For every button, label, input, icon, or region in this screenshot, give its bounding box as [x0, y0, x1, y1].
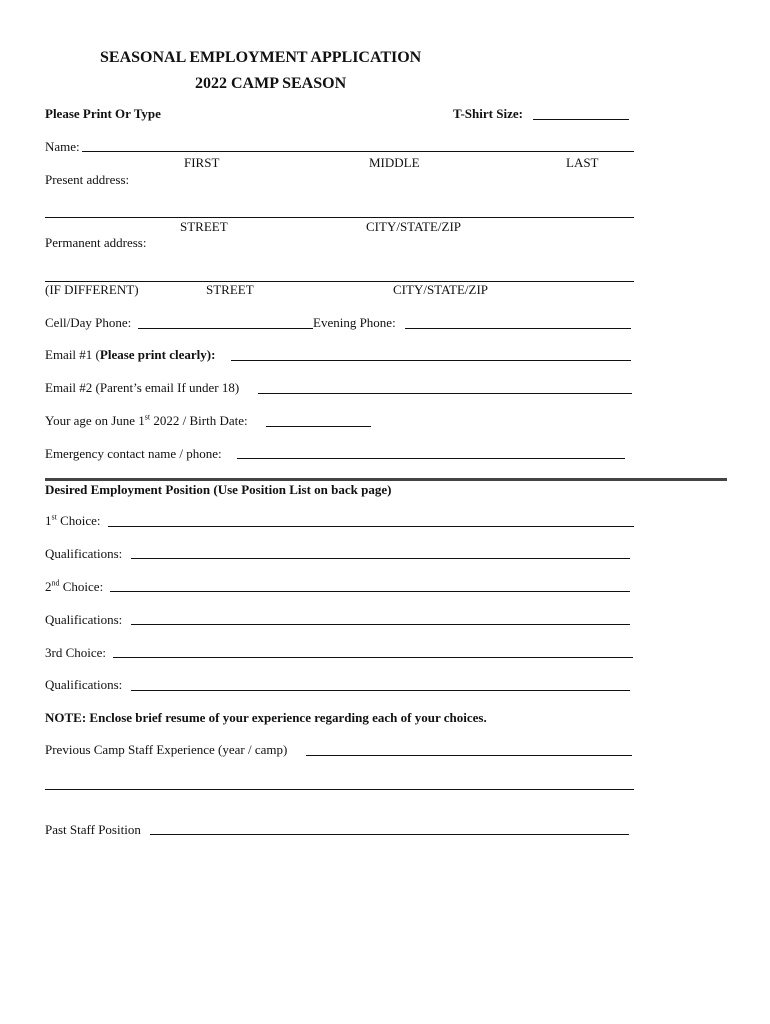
qualifications3-field[interactable]: [131, 690, 630, 691]
previous-experience-field-2[interactable]: [45, 789, 634, 790]
tshirt-size-field[interactable]: [533, 119, 629, 120]
previous-experience-field[interactable]: [306, 755, 632, 756]
email2-field[interactable]: [258, 393, 632, 394]
past-position-label: Past Staff Position: [45, 822, 141, 837]
choice1-label: 1st Choice:: [45, 512, 101, 528]
present-city-caption: CITY/STATE/ZIP: [366, 219, 462, 234]
evening-phone-field[interactable]: [405, 328, 631, 329]
emergency-contact-field[interactable]: [237, 458, 625, 459]
name-field[interactable]: [82, 151, 634, 152]
permanent-street-caption: STREET: [206, 282, 254, 297]
choice1-field[interactable]: [108, 526, 634, 527]
resume-note: NOTE: Enclose brief resume of your experience regarding each of your choices.: [45, 710, 487, 725]
permanent-city-caption: CITY/STATE/ZIP: [393, 282, 489, 297]
form-title: SEASONAL EMPLOYMENT APPLICATION: [100, 49, 422, 66]
email1-label: Email #1 (Please print clearly):: [45, 347, 216, 362]
choice3-field[interactable]: [113, 657, 633, 658]
previous-experience-label: Previous Camp Staff Experience (year / camp): [45, 742, 288, 757]
name-first-caption: FIRST: [184, 155, 220, 170]
qualifications2-field[interactable]: [131, 624, 630, 625]
choice2-label: 2nd Choice:: [45, 578, 104, 594]
qualifications2-label: Qualifications:: [45, 612, 123, 627]
email2-label: Email #2 (Parent’s email If under 18): [45, 380, 240, 395]
print-note: Please Print Or Type: [45, 106, 161, 121]
present-address-field[interactable]: [45, 217, 634, 218]
if-different-caption: (IF DIFFERENT): [45, 282, 139, 297]
choice2-field[interactable]: [110, 591, 630, 592]
emergency-contact-label: Emergency contact name / phone:: [45, 446, 222, 461]
name-last-caption: LAST: [566, 155, 599, 170]
name-middle-caption: MIDDLE: [369, 155, 420, 170]
permanent-address-label: Permanent address:: [45, 235, 147, 250]
email1-field[interactable]: [231, 360, 631, 361]
cell-phone-field[interactable]: [138, 328, 313, 329]
name-label: Name:: [45, 139, 80, 154]
present-address-label: Present address:: [45, 172, 130, 187]
cell-phone-label: Cell/Day Phone:: [45, 315, 132, 330]
past-position-field[interactable]: [150, 834, 629, 835]
form-subtitle: 2022 CAMP SEASON: [195, 75, 347, 92]
age-birthdate-label: Your age on June 1st 2022 / Birth Date:: [45, 412, 248, 428]
tshirt-size-label: T-Shirt Size:: [453, 106, 523, 121]
age-birthdate-field[interactable]: [266, 426, 371, 427]
evening-phone-label: Evening Phone:: [313, 315, 396, 330]
qualifications3-label: Qualifications:: [45, 677, 123, 692]
position-heading: Desired Employment Position (Use Position List on back page): [45, 482, 392, 497]
qualifications1-field[interactable]: [131, 558, 630, 559]
choice3-label: 3rd Choice:: [45, 645, 107, 660]
section-divider: [45, 478, 727, 481]
qualifications1-label: Qualifications:: [45, 546, 123, 561]
present-street-caption: STREET: [180, 219, 228, 234]
